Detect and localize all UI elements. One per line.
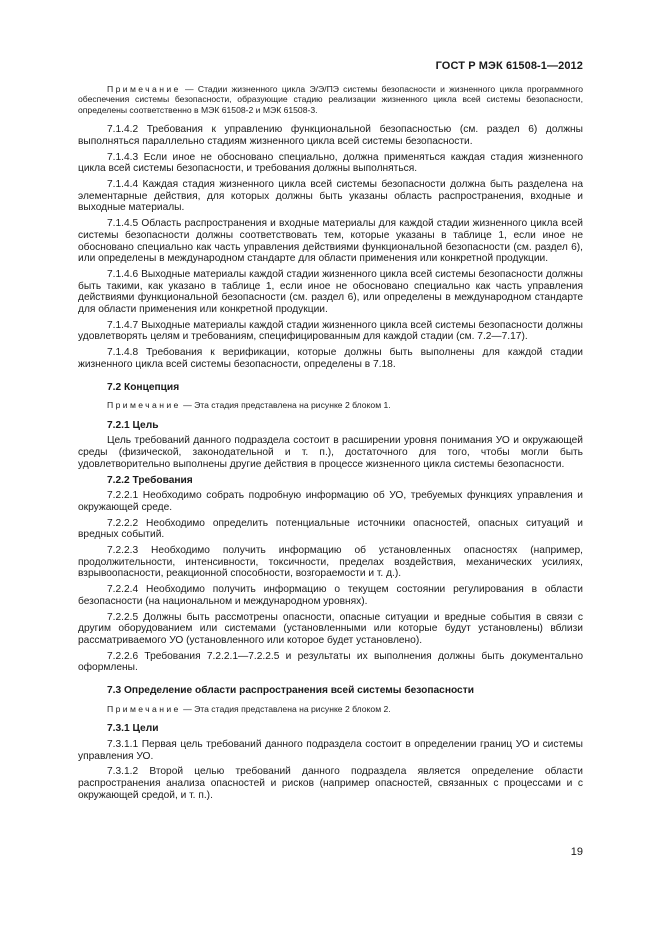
note-label: Примечание <box>107 84 181 94</box>
note-7-1-4 <box>78 84 583 115</box>
paragraph-7-1-4-4: 7.1.4.4 Каждая стадия жизненного цикла всей системы безопасности должна быть разделена на элементарные действия, для которых должны быть указаны область распространения, входные и выходные материалы. <box>78 179 583 214</box>
paragraph-7-1-4-7: 7.1.4.7 Выходные материалы каждой стадии жизненного цикла всей системы безопасности должны удовлетворять целям и требованиям, специфицированным для каждой стадии (см. 7.2—7.17). <box>78 319 583 343</box>
paragraph-7-1-4-3: 7.1.4.3 Если иное не обосновано специально, должна применяться каждая стадия жизненного цикла всей системы безопасности, и требования должны выполняться. <box>78 151 583 175</box>
subsection-heading-7-2-1: 7.2.1 Цель <box>107 419 159 431</box>
standard-header: ГОСТ Р МЭК 61508-1—2012 <box>435 60 583 72</box>
subsection-heading-7-3-1: 7.3.1 Цели <box>107 723 159 735</box>
note-text: — Эта стадия представлена на рисунке 2 блоком 2. <box>183 703 391 714</box>
paragraph-7-2-2-4: 7.2.2.4 Необходимо получить информацию о текущем состоянии регулирования в области безопасности (на национальном и международном уровнях). <box>78 584 583 607</box>
note-text: — Стадии жизненного цикла Э/Э/ПЭ системы безопасности и жизненного цикла программного обеспечения системы безопасности, образующие стадию реализации жизненного цикла всей системы безопасности, определены соответственно в МЭК 61508-2 и МЭК 61508-3. <box>78 84 584 115</box>
paragraph-7-2-2-1: 7.2.2.1 Необходимо собрать подробную информацию об УО, требуемых функциях управления и окружающей среде. <box>78 490 583 513</box>
paragraph-7-1-4-8: 7.1.4.8 Требования к верификации, которые должны быть выполнены для каждой стадии жизненного цикла всей системы безопасности, определены в 7.18. <box>78 347 583 370</box>
page-number: 19 <box>570 846 583 858</box>
paragraph-7-2-2-3: 7.2.2.3 Необходимо получить информацию об установленных опасностях (например, продолжительности, интенсивности, токсичности, пределах воздействия, механических усилиях, взрывоопасности, реакционной способности, возгораемости и т. д.). <box>78 545 583 580</box>
note-label: Примечание <box>107 703 181 714</box>
subsection-heading-7-2-2: 7.2.2 Требования <box>107 474 193 486</box>
paragraph-7-1-4-5: 7.1.4.5 Область распространения и входные материалы для каждой стадии жизненного цикла всей системы безопасности должны соответствовать тем, которые указаны в таблице 1, если иное не обосновано специально как часть управления действиями функциональной безопасности (см. раздел 6), или определены в международном стандарте для области применения или конкретной продукции. <box>78 218 583 265</box>
paragraph-7-2-1: Цель требований данного подраздела состоит в расширении уровня понимания УО и окружающей среды (физической, законодательной и т. п.), достаточного для того, чтобы могли быть удовлетворительно выполнены другие действия в процессе жизненного цикла системы безопасности. <box>78 435 583 470</box>
paragraph-7-2-2-2: 7.2.2.2 Необходимо определить потенциальные источники опасностей, опасных ситуаций и вредных событий. <box>78 517 583 541</box>
paragraph-7-2-2-6: 7.2.2.6 Требования 7.2.2.1—7.2.2.5 и результаты их выполнения должны быть документально оформлены. <box>78 650 583 674</box>
note-7-3 <box>78 704 583 714</box>
paragraph-7-3-1-1: 7.3.1.1 Первая цель требований данного подраздела состоит в определении границ УО и системы управления УО. <box>78 738 583 762</box>
note-label: Примечание <box>107 400 181 411</box>
paragraph-7-3-1-2: 7.3.1.2 Второй целью требований данного подраздела является определение области распространения анализа опасностей и рисков (например опасностей, связанных с процессами и с окружающей средой, и т. п.). <box>78 766 583 801</box>
section-heading-7-3: 7.3 Определение области распространения всей системы безопасности <box>107 685 474 697</box>
section-heading-7-2: 7.2 Концепция <box>107 381 180 393</box>
note-7-2 <box>78 400 583 410</box>
paragraph-7-1-4-2: 7.1.4.2 Требования к управлению функциональной безопасностью (см. раздел 6) должны выполняться параллельно стадиям жизненного цикла всей системы безопасности. <box>78 124 583 147</box>
paragraph-7-2-2-5: 7.2.2.5 Должны быть рассмотрены опасности, опасные ситуации и вредные события в связи с другим оборудованием или системами (установленными или которые будут установлены) вблизи рассматриваемого УО (установленного или которое будет установлено). <box>78 611 583 646</box>
paragraph-7-1-4-6: 7.1.4.6 Выходные материалы каждой стадии жизненного цикла всей системы безопасности должны быть такими, как указано в таблице 1, если иное не обосновано специально как часть управления действиями функциональной безопасности (см. раздел 6), или определены в международном стандарте для области применения или конкретной продукции. <box>78 268 583 316</box>
note-text: — Эта стадия представлена на рисунке 2 блоком 1. <box>183 400 391 411</box>
page-content <box>78 84 583 801</box>
